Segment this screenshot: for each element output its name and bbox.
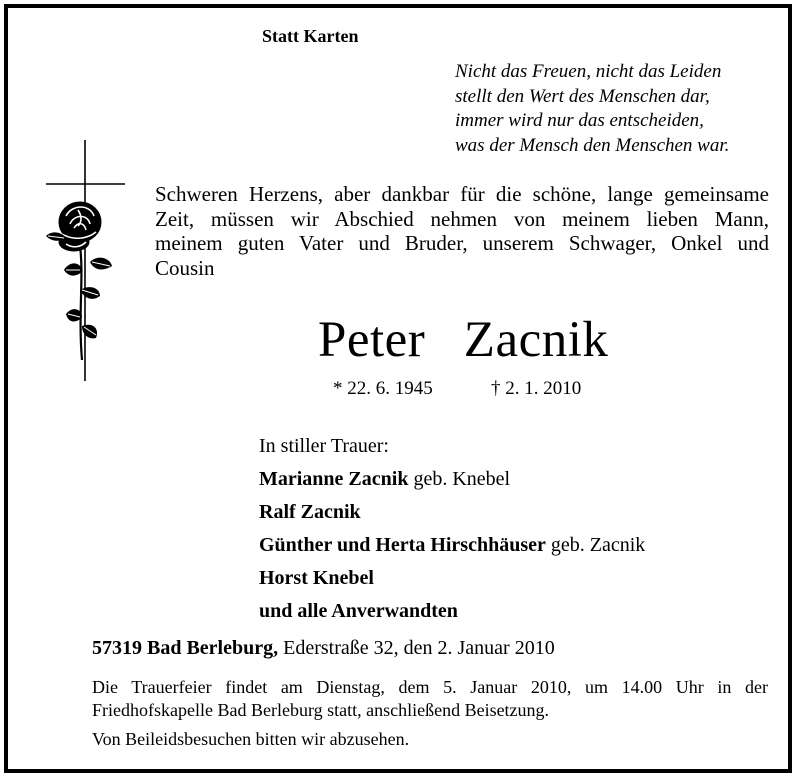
mourner-suffix: geb. Knebel (408, 468, 511, 490)
intro-paragraph (155, 182, 769, 280)
intro-line: Zeit, müssen wir Abschied nehmen von meinem lieben Mann, (155, 206, 769, 231)
place-and-date (92, 637, 555, 660)
intro-line: Cousin (155, 255, 215, 280)
mourner-suffix: geb. Zacnik (545, 534, 646, 556)
mourner-name: Marianne Zacnik (259, 468, 409, 490)
poem-line: stellt den Wert des Menschen dar, (455, 85, 710, 107)
mourner-name: Horst Knebel (259, 567, 374, 589)
funeral-info-line: Die Trauerfeier findet am Dienstag, dem 5. Januar 2010, um 14.00 Uhr in der (92, 677, 768, 697)
poem-line: was der Mensch den Menschen war. (455, 134, 730, 156)
address-date: Ederstraße 32, den 2. Januar 2010 (278, 637, 555, 659)
mourner-entry (259, 496, 645, 529)
mourner-entry (259, 463, 645, 496)
cross-rose-icon (38, 138, 128, 383)
city: 57319 Bad Berleburg, (92, 637, 279, 659)
funeral-info (92, 676, 768, 721)
poem-line: immer wird nur das entscheiden, (455, 110, 704, 131)
mourners-list (259, 430, 645, 628)
mourner-name: und alle Anverwandten (259, 600, 458, 622)
mourners-intro: In stiller Trauer: (259, 435, 389, 457)
mourner-entry (259, 562, 645, 595)
mourner-name: Ralf Zacnik (259, 501, 361, 523)
mourner-entry (259, 595, 645, 628)
poem (455, 60, 729, 158)
intro-line: meinem guten Vater und Bruder, unserem Schwager, Onkel und (155, 231, 769, 255)
mourner-entry (259, 529, 645, 562)
deceased-name: Peter Zacnik (318, 312, 609, 368)
poem-line: Nicht das Freuen, nicht das Leiden (455, 61, 722, 82)
death-date: † 2. 1. 2010 (491, 378, 582, 399)
funeral-info-line: Friedhofskapelle Bad Berleburg statt, anschließend Beisetzung. (92, 699, 550, 720)
statt-karten-heading: Statt Karten (262, 26, 359, 46)
intro-line: Schweren Herzens, aber dankbar für die schöne, lange gemeinsame (155, 182, 769, 206)
condolence-note: Von Beileidsbesuchen bitten wir abzusehen. (92, 729, 410, 749)
birth-date: * 22. 6. 1945 (333, 378, 433, 399)
mourner-name: Günther und Herta Hirschhäuser (259, 534, 546, 556)
